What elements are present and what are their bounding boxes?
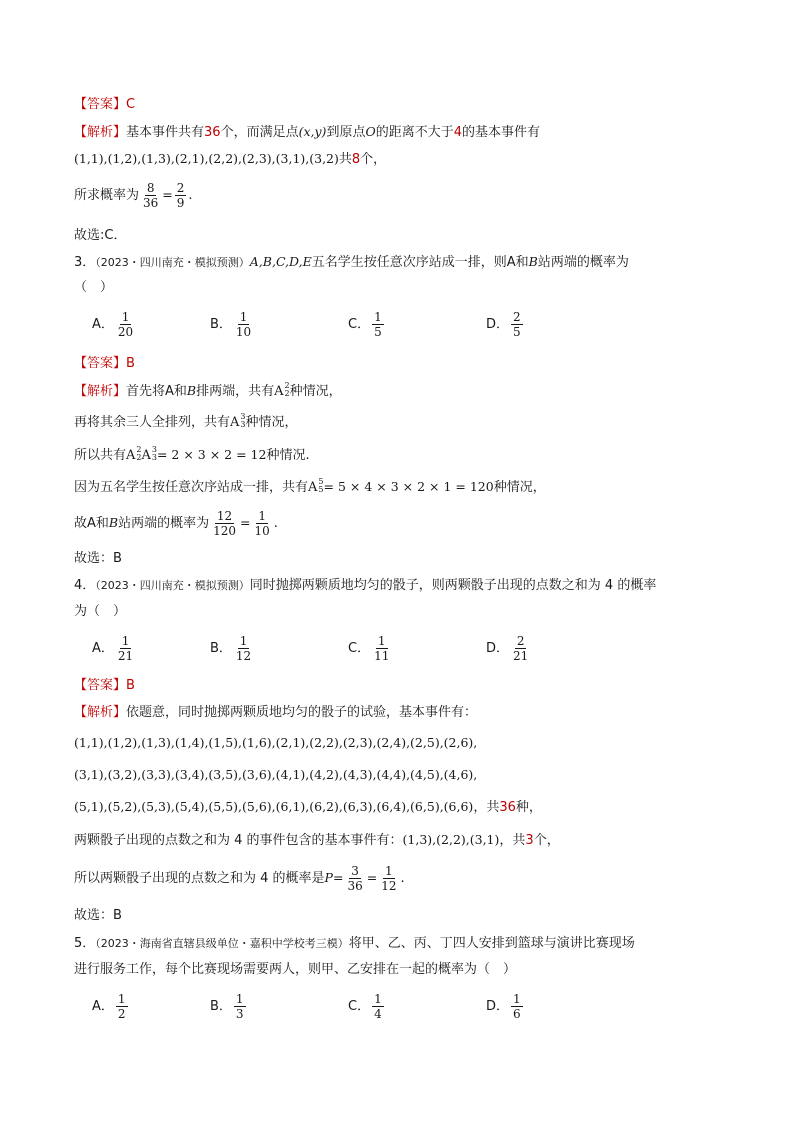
option-b[interactable]: B． $\frac{1}{3}$ [210, 992, 244, 1021]
option-b[interactable]: B． $\frac{1}{12}$ [210, 634, 252, 663]
fraction: $\frac{8}{36}$ [143, 181, 159, 210]
analysis-3-line-1: 【解析】首先将A和B排两端，共有A 2 2 种情况， [74, 381, 342, 399]
option-b[interactable]: B． $\frac{1}{10}$ [210, 310, 252, 339]
answer-line-4: 【答案】B [74, 678, 135, 693]
option-a[interactable]: A． $\frac{1}{20}$ [92, 310, 134, 339]
answer-value: C [126, 97, 136, 112]
answer-line-3: 【答案】B [74, 356, 135, 371]
analysis-3-line-2: 再将其余三人全排列，共有A 3 3 种情况， [74, 412, 298, 430]
question-3-line-1: 3．（2023・四川南充・模拟预测）A,B,C,D,E五名学生按任意次序站成一排，则A和B站两端的概率为 [74, 254, 629, 270]
option-a[interactable]: A． $\frac{1}{21}$ [92, 634, 134, 663]
choice-line: 故选:C． [74, 228, 127, 243]
answer-line-2 [74, 95, 135, 115]
analysis-line-3: 所求概率为 $\frac{8}{36}$ = $\frac{2}{9}$ . [74, 181, 193, 210]
outcomes-row-2: (3,1),(3,2),(3,3),(3,4),(3,5),(3,6),(4,1),(4,2),(4,3),(4,4),(4,5),(4,6), [74, 767, 478, 782]
event-set: (1,1),(1,2),(1,3),(2,1),(2,2),(2,3),(3,1),(3,2) [74, 151, 339, 166]
option-d[interactable]: D． $\frac{2}{21}$ [486, 634, 529, 663]
analysis-line-1: 【解析】基本事件共有36个，而满足点(x,y)到原点O的距离不大于4的基本事件有 [74, 124, 541, 140]
question-5-line-2: 进行服务工作，每个比赛现场需要两人，则甲、乙安排在一起的概率为（ ） [74, 962, 517, 977]
analysis-4-line-1: 【解析】依题意，同时抛掷两颗质地均匀的骰子的试验，基本事件有： [74, 705, 478, 720]
question-4-line-1: 4．（2023・四川南充・模拟预测）同时抛掷两颗质地均匀的骰子，则两颗骰子出现的点数之和为 4 的概率 [74, 578, 657, 593]
analysis-3-line-5: 故A和B站两端的概率为 $\frac{12}{120}$ = $\frac{1}{10}$ . [74, 509, 278, 538]
analysis-3-line-4: 因为五名学生按任意次序站成一排，共有A 5 5 = 5 × 4 × 3 × 2 × 1 = 120种情况， [74, 477, 546, 495]
analysis-3-line-3: 所以共有A 2 2 A 3 3 = 2 × 3 × 2 = 12种情况. [74, 445, 310, 463]
question-4-line-2: 为（ ） [74, 604, 127, 619]
option-d[interactable]: D． $\frac{1}{6}$ [486, 992, 521, 1021]
answer-label: 【答案】 [74, 97, 127, 112]
fraction: $\frac{2}{9}$ [176, 181, 185, 210]
analysis-4-line-6: 所以两颗骰子出现的点数之和为 4 的概率是P= $\frac{3}{36}$ = $\frac{1}{12}$ . [74, 864, 405, 893]
question-5-line-1: 5．（2023・海南省直辖县级单位・嘉积中学校考三模）将甲、乙、丙、丁四人安排到篮球与演讲比赛现场 [74, 936, 635, 951]
question-source: （2023・四川南充・模拟预测） [95, 256, 250, 269]
option-c[interactable]: C． $\frac{1}{5}$ [348, 310, 382, 339]
analysis-label: 【解析】 [74, 125, 127, 140]
outcomes-row-1: (1,1),(1,2),(1,3),(1,4),(1,5),(1,6),(2,1),(2,2),(2,3),(2,4),(2,5),(2,6), [74, 735, 478, 750]
option-c[interactable]: C． $\frac{1}{4}$ [348, 992, 382, 1021]
choice-line-3: 故选：B [74, 551, 122, 566]
choice-line-4: 故选：B [74, 908, 122, 923]
option-c[interactable]: C． $\frac{1}{11}$ [348, 634, 390, 663]
outcomes-row-3: (5,1),(5,2),(5,3),(5,4),(5,5),(5,6),(6,1),(6,2),(6,3),(6,4),(6,5),(6,6)，共36种， [74, 799, 542, 815]
option-d[interactable]: D． $\frac{2}{5}$ [486, 310, 521, 339]
option-a[interactable]: A． $\frac{1}{2}$ [92, 992, 126, 1021]
analysis-4-line-5: 两颗骰子出现的点数之和为 4 的事件包含的基本事件有：(1,3),(2,2),(3,1)，共3个， [74, 832, 560, 848]
question-3-paren: （ ） [74, 280, 114, 295]
analysis-line-2: (1,1),(1,2),(1,3),(2,1),(2,2),(2,3),(3,1),(3,2)共8个， [74, 151, 387, 167]
